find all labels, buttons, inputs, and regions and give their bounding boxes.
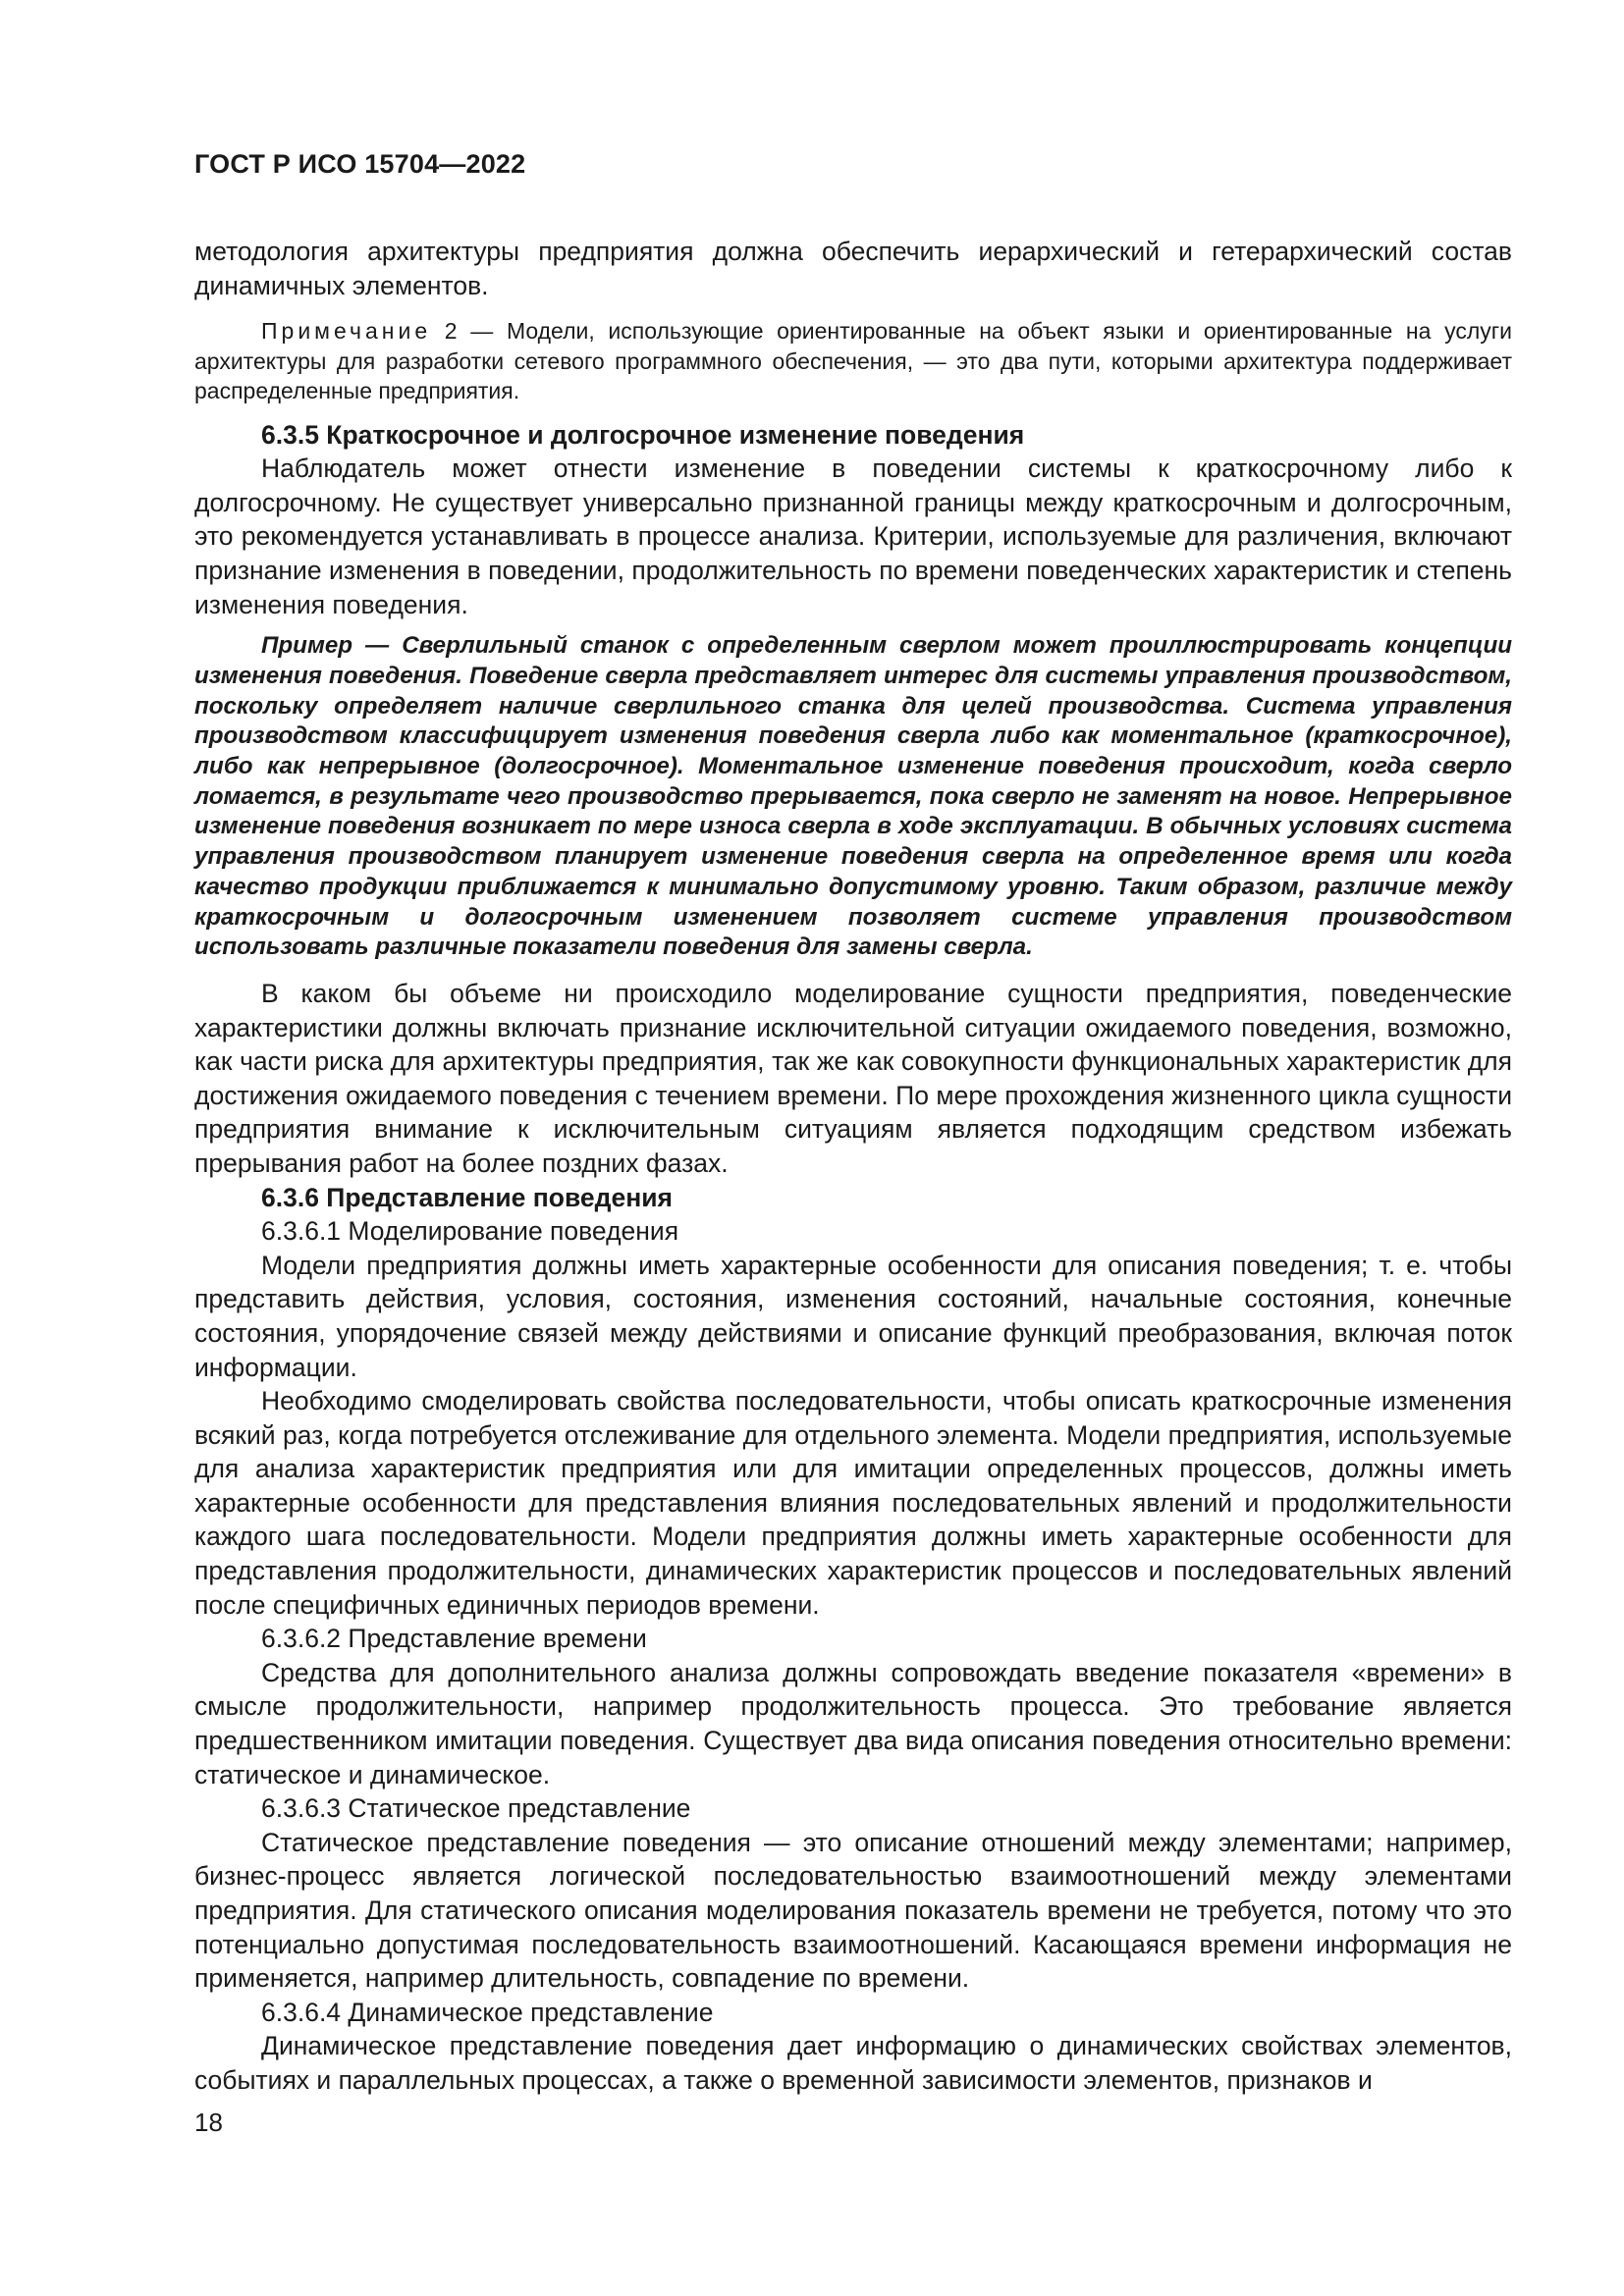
subsection-heading-6-3-6-4: 6.3.6.4 Динамическое представление (261, 1997, 714, 2027)
paragraph-6-3-6-2: Средства для дополнительного анализа должны сопровождать введение показателя «времени» в смысле продолжительности, например продолжительность процесса. Это требование является предшественником имитации поведения. Существует два вида описания поведения относительно времени: статическое и динамическое. (194, 1657, 1512, 1789)
subsection-heading-6-3-6-3: 6.3.6.3 Статическое представление (261, 1793, 691, 1824)
note-2 (194, 316, 1512, 406)
subsection-heading-6-3-6-1: 6.3.6.1 Моделирование поведения (261, 1216, 679, 1247)
paragraph-6-3-5-1: Наблюдатель может отнести изменение в поведении системы к краткосрочному либо к долгосрочному. Не существует универсально признанной границы между краткосрочным и долгосрочным, это рекомендуется устанавливать в процессе анализа. Критерии, используемые для различения, включают признание изменения в поведении, продолжительность по времени поведенческих характеристик и степень изменения поведения. (194, 454, 1512, 619)
paragraph-6-3-6-4: Динамическое представление поведения дает информацию о динамических свойствах элементов, событиях и параллельных процессах, а также о временной зависимости элементов, признаков и (194, 2031, 1512, 2095)
document-header: ГОСТ Р ИСО 15704—2022 (194, 149, 526, 179)
paragraph-6-3-6-1-a: Модели предприятия должны иметь характерные особенности для описания поведения; т. е. чтобы представить действия, условия, состояния, изменения состояний, начальные состояния, конечные состояния, упорядочение связей между действиями и описание функций преобразования, включая поток информации. (194, 1250, 1512, 1382)
example-block: Пример — Сверлильный станок с определенным сверлом может проиллюстрировать концепции изменения поведения. Поведение сверла представляет интерес для системы управления производством, поскольку определяет наличие сверлильного станка для целей производства. Система управления производством классифицирует изменения поведения сверла либо как моментальное (краткосрочное), либо как непрерывное (долгосрочное). Моментальное изменение поведения происходит, когда сверло ломается, в результате чего производство прерывается, пока сверло не заменят на новое. Непрерывное изменение поведения возникает по мере износа сверла в ходе эксплуатации. В обычных условиях система управления производством планирует изменение поведения сверла на определенное время или когда качество продукции приближается к минимально допустимому уровню. Таким образом, различие между краткосрочным и долгосрочным изменением позволяет системе управления производством использовать различные показатели поведения для замены сверла. (194, 632, 1512, 961)
note-label: Примечание (261, 318, 432, 345)
section-heading-6-3-6: 6.3.6 Представление поведения (261, 1182, 673, 1212)
paragraph-intro: методология архитектуры предприятия должна обеспечить иерархический и гетерархический состав динамичных элементов. (194, 237, 1512, 300)
subsection-heading-6-3-6-2: 6.3.6.2 Представление времени (261, 1624, 647, 1654)
paragraph-6-3-6-1-b: Необходимо смоделировать свойства последовательности, чтобы описать краткосрочные изменения всякий раз, когда потребуется отслеживание для отдельного элемента. Модели предприятия, используемые для анализа характеристик предприятия или для имитации определенных процессов, должны иметь характерные особенности для представления влияния последовательных явлений и продолжительности каждого шага последовательности. Модели предприятия должны иметь характерные особенности для представления продолжительности, динамических характеристик процессов и последовательных явлений после специфичных единичных периодов времени. (194, 1386, 1512, 1620)
page-number: 18 (194, 2108, 223, 2137)
paragraph-6-3-6-3: Статическое представление поведения — это описание отношений между элементами; например, бизнес-процесс является логической последовательностью взаимоотношений между элементами предприятия. Для статического описания моделирования показатель времени не требуется, потому что это потенциально допустимая последовательность взаимоотношений. Касающаяся времени информация не применяется, например длительность, совпадение по времени. (194, 1827, 1512, 1994)
section-heading-6-3-5: 6.3.5 Краткосрочное и долгосрочное изменение поведения (261, 419, 1025, 450)
note-text: 2 — Модели, использующие ориентированные на объект языки и ориентированные на услуги архитектуры для разработки сетевого программного обеспечения, — это два пути, которыми архитектура поддерживает распределенные предприятия. (194, 318, 1512, 404)
paragraph-6-3-5-2: В каком бы объеме ни происходило моделирование сущности предприятия, поведенческие характеристики должны включать признание исключительной ситуации ожидаемого поведения, возможно, как части риска для архитектуры предприятия, так же как совокупности функциональных характеристик для достижения ожидаемого поведения с течением времени. По мере прохождения жизненного цикла сущности предприятия внимание к исключительным ситуациям является подходящим средством избежать прерывания работ на более поздних фазах. (194, 978, 1512, 1178)
